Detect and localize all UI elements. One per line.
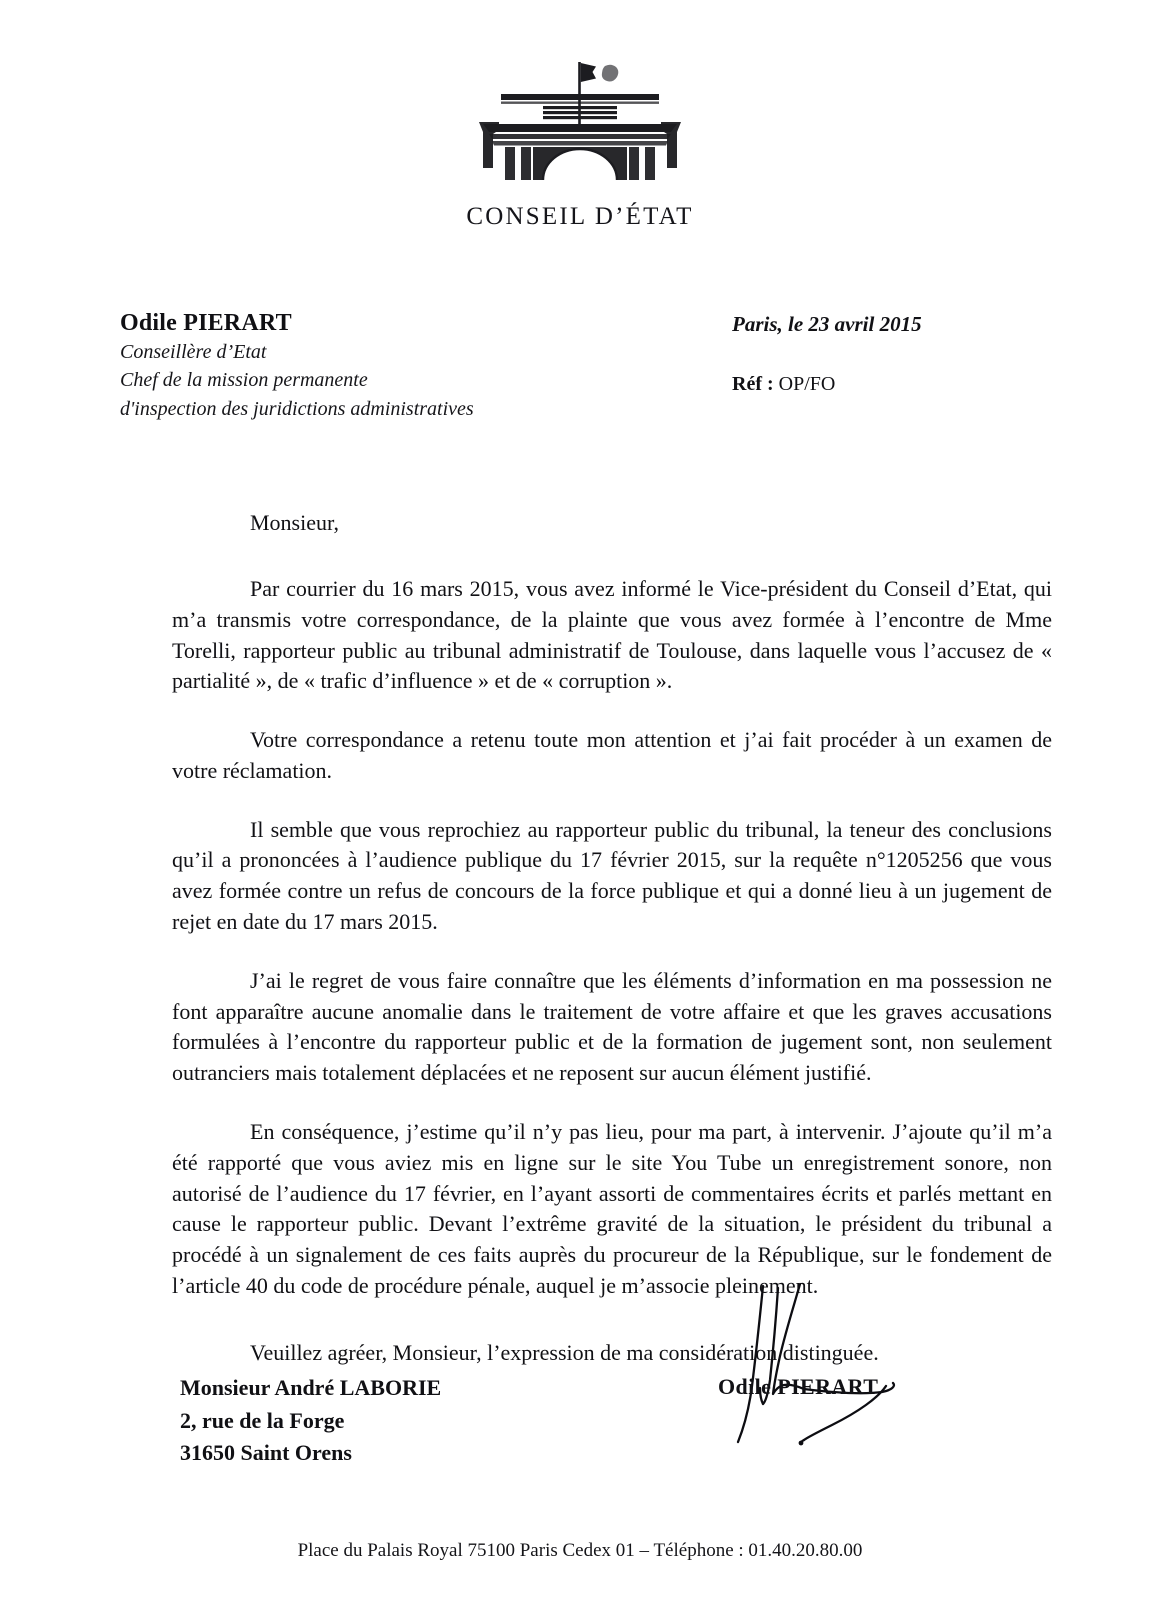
- signature-block: [700, 1282, 960, 1452]
- body-paragraph-2: Votre correspondance a retenu toute mon attention et j’ai fait procéder à un examen de votre réclamation.: [172, 727, 1052, 783]
- recipient-name: Monsieur André LABORIE: [180, 1375, 442, 1400]
- body-paragraph-3: Il semble que vous reprochiez au rapporteur public du tribunal, la teneur des conclusions qu’il a prononcées à l’audience publique du 17 février 2015, sur la requête n°1205256 que vous avez formée contre un refus de concours de la force publique et qui a donné lieu à un jugement de rejet en date du 17 mars 2015.: [172, 816, 1052, 935]
- body-paragraph-1: Par courrier du 16 mars 2015, vous avez informé le Vice-président du Conseil d’Etat, qui m’a transmis votre correspondance, de la plainte que vous avez formée à l’encontre de Mme Torelli, rapporteur public au tribunal administratif de Toulouse, dans laquelle vous l’accusez de « partialité », de « trafic d’influence » et de « corruption ».: [172, 575, 1052, 694]
- sender-title-1: Conseillère d’Etat: [120, 341, 267, 363]
- handwritten-signature: [700, 1282, 960, 1452]
- recipient-street: 2, rue de la Forge: [180, 1407, 345, 1433]
- body-paragraph-5: En conséquence, j’estime qu’il n’y pas lieu, pour ma part, à intervenir. J’ajoute qu’il m’a été rapporté que vous aviez mis en ligne sur le site You Tube un enregistrement sonore, non autorisé de l’audience du 17 février, en l’ayant assorti de commentaires écrits et parlés mettant en cause le rapporteur public. Devant l’extrême gravité de la situation, le président du tribunal a procédé à un signalement de ces faits auprès du procureur de la République, sur le fondement de l’article 40 du code de procédure pénale, auquel je m’associe pleinement.: [172, 1119, 1052, 1299]
- sender-title-2: Chef de la mission permanente: [120, 369, 368, 392]
- signature-printed-name: Odile PIERART: [718, 1374, 879, 1399]
- reference-line: [732, 373, 1050, 396]
- institution-title: CONSEIL D’ÉTAT: [466, 203, 694, 230]
- recipient-city: 31650 Saint Orens: [180, 1440, 352, 1466]
- reference-value: OP/FO: [778, 373, 836, 395]
- reference-label: Réf :: [732, 373, 774, 395]
- salutation: Monsieur,: [250, 510, 339, 535]
- sender-title-3: d'inspection des juridictions administratives: [120, 397, 474, 420]
- recipient-address-block: [180, 1372, 700, 1470]
- letterhead: [0, 48, 1160, 231]
- place-and-date: Paris, le 23 avril 2015: [732, 312, 922, 336]
- date-ref-block: [720, 308, 1050, 396]
- footer-address: Place du Palais Royal 75100 Paris Cedex 01 – Téléphone : 01.40.20.80.00: [297, 1540, 863, 1561]
- letter-body: [172, 508, 1052, 1369]
- letter-meta-block: [120, 308, 1050, 423]
- emblem-building-icon: [465, 48, 695, 188]
- sender-block: [120, 308, 600, 423]
- closing-formula: Veuillez agréer, Monsieur, l’expression de ma considération distinguée.: [250, 1339, 879, 1365]
- sender-name: Odile PIERART: [120, 310, 292, 336]
- conseil-detat-emblem: [465, 48, 695, 188]
- body-paragraph-4: J’ai le regret de vous faire connaître que les éléments d’information en ma possession ne font apparaître aucune anomalie dans le traitement de votre affaire et que les graves accusations formulées à l’encontre du rapporteur public et de la formation de jugement sont, non seulement outranciers mais totalement déplacées et ne reposent sur aucun élément justifié.: [172, 967, 1052, 1086]
